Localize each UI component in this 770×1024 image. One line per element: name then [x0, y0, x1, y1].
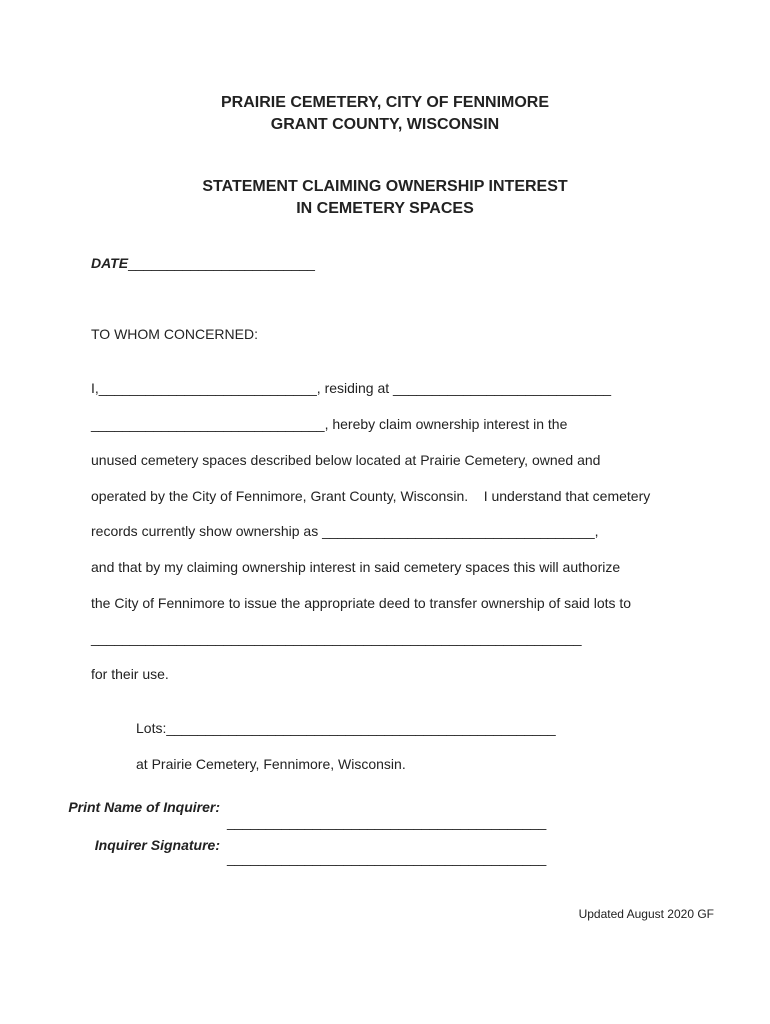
print-name-line[interactable]: _________________________________________ [227, 814, 547, 830]
document-title: STATEMENT CLAIMING OWNERSHIP INTEREST [202, 178, 568, 195]
date-label: DATE [91, 255, 129, 271]
lots-line: Lots:__________________________________________________ [136, 720, 556, 736]
header-county: GRANT COUNTY, WISCONSIN [270, 116, 500, 133]
body-line-8: _______________________________________________________________ [91, 630, 582, 646]
print-name-label: Print Name of Inquirer: [68, 799, 220, 815]
body-line-6: and that by my claiming ownership interest in said cemetery spaces this will authorize [91, 559, 621, 575]
lots-location: at Prairie Cemetery, Fennimore, Wisconsin. [136, 756, 406, 772]
salutation: TO WHOM CONCERNED: [91, 326, 258, 342]
body-line-3: unused cemetery spaces described below located at Prairie Cemetery, owned and [91, 452, 601, 468]
body-line-2: ______________________________, hereby claim ownership interest in the [91, 416, 568, 432]
footer-updated: Updated August 2020 GF [578, 907, 714, 921]
document-subtitle: IN CEMETERY SPACES [296, 200, 474, 217]
date-row [91, 254, 315, 272]
body-line-9: for their use. [91, 666, 169, 682]
signature-label: Inquirer Signature: [94, 837, 220, 853]
body-line-1: I,____________________________, residing at ____________________________ [91, 380, 612, 396]
body-line-7: the City of Fennimore to issue the appropriate deed to transfer ownership of said lots to [91, 595, 632, 611]
signature-line[interactable]: _________________________________________ [227, 850, 547, 866]
body-line-4: operated by the City of Fennimore, Grant County, Wisconsin. I understand that cemetery [91, 488, 651, 504]
body-line-5: records currently show ownership as ___________________________________, [91, 523, 599, 539]
header-cemetery-name: PRAIRIE CEMETERY, CITY OF FENNIMORE [220, 94, 550, 111]
date-blank[interactable]: ________________________ [128, 255, 315, 271]
